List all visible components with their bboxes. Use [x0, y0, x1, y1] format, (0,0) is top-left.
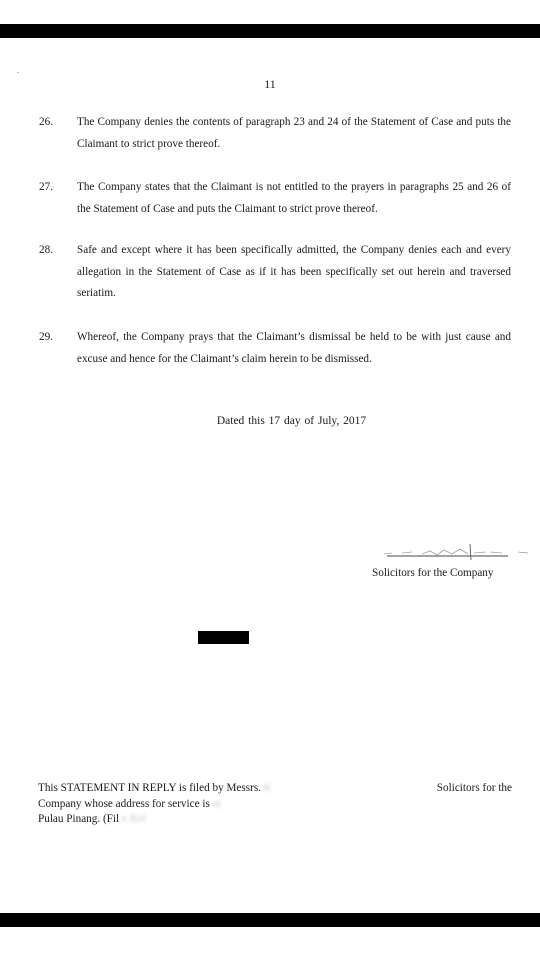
- filing-note-line: [38, 781, 512, 797]
- paragraph-text: The Company states that the Claimant is not entitled to the prayers in paragraphs 25 and 26 of the Statement of Case and puts the Claimant to strict prove thereof.: [77, 181, 511, 215]
- redacted-address: at: [212, 797, 221, 810]
- solicitors-label: Solicitors for the Company: [372, 567, 494, 579]
- filing-note-text: Pulau Pinang. (Fil: [38, 813, 120, 826]
- paragraph-number: 29.: [39, 331, 53, 343]
- redacted-firm-name: K: [263, 782, 272, 794]
- paragraph-number: 28.: [39, 244, 53, 256]
- filing-note-line: [38, 812, 512, 828]
- paragraph-text: Safe and except where it has been specifically admitted, the Company denies each and every allegation in the Statement of Case as if it has been specifically set out herein and traversed seriatim.: [77, 244, 511, 299]
- paragraph-number: 27.: [39, 181, 53, 193]
- redacted-file-ref: e Ref: [121, 813, 146, 826]
- scan-speck: [17, 72, 19, 73]
- filing-note: [38, 781, 512, 828]
- paragraph-27: [39, 177, 511, 220]
- filing-note-text: Company whose address for service is: [38, 797, 210, 810]
- paragraph-number: 26.: [39, 116, 53, 128]
- filing-note-text: Solicitors for the: [436, 782, 512, 794]
- paragraph-text: Whereof, the Company prays that the Claimant’s dismissal be held to be with just cause and excuse and hence for the Claimant’s claim herein to be dismissed.: [77, 331, 511, 365]
- filing-note-line: [38, 797, 512, 813]
- top-black-bar: [0, 24, 540, 38]
- dated-line: Dated this 17 day of July, 2017: [216, 415, 367, 427]
- page-number: 11: [264, 77, 276, 91]
- paragraph-29: [39, 327, 511, 370]
- redaction-box: [198, 631, 249, 644]
- signature-image: [382, 536, 532, 562]
- paragraph-28: [39, 240, 511, 305]
- filing-note-text: This STATEMENT IN REPLY is filed by Messrs.: [38, 782, 261, 794]
- paragraph-text: The Company denies the contents of paragraph 23 and 24 of the Statement of Case and puts the Claimant to strict prove thereof.: [77, 116, 511, 150]
- paragraph-26: [39, 112, 511, 155]
- bottom-black-bar: [0, 913, 540, 927]
